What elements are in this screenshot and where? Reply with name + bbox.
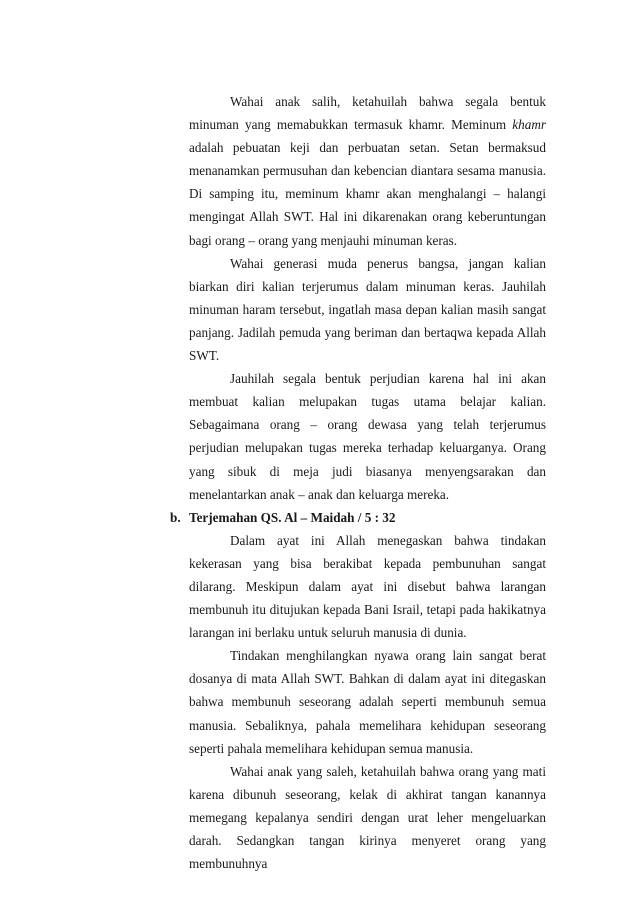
page-body bbox=[170, 90, 546, 875]
paragraph-akhirat: Wahai anak yang saleh, ketahuilah bahwa orang yang mati karena dibunuh seseorang, kelak di akhirat tangan kanannya memegang kepalanya sendiri dengan urat leher mengeluarkan darah. Sedangkan tangan kirinya menyeret orang yang membunuhnya bbox=[189, 763, 546, 872]
paragraph-khamr bbox=[189, 90, 546, 252]
section-heading-b bbox=[170, 506, 546, 529]
khamr-italic-term: khamr bbox=[512, 117, 546, 133]
paragraph-larangan-membunuh: Dalam ayat ini Allah menegaskan bahwa tindakan kekerasan yang bisa berakibat kepada pembunuhan sangat dilarang. Meskipun dalam ayat ini disebut bahwa larangan membunuh itu ditujukan kepada Bani Israil, tetapi pada hakikatnya larangan ini berlaku untuk seluruh manusia di dunia. bbox=[189, 532, 546, 641]
paragraph-khamr-text-end: adalah pebuatan keji dan perbuatan setan. Setan bermaksud menanamkan permusuhan dan kebencian diantara sesama manusia. Di samping itu, meminum khamr akan menghalangi – halangi mengingat Allah SWT. Hal ini dikarenakan orang keberuntungan bagi orang – orang yang menjauhi minuman keras. bbox=[189, 140, 546, 248]
section-marker: b. bbox=[170, 509, 181, 525]
paragraph-perjudian: Jauhilah segala bentuk perjudian karena hal ini akan membuat kalian melupakan tugas utama belajar kalian. Sebagaimana orang – orang dewasa yang telah terjerumus perjudian melupakan tugas mereka terhadap keluarganya. Orang yang sibuk di meja judi biasanya menyengsarakan dan menelantarkan anak – anak dan keluarga mereka. bbox=[189, 371, 546, 502]
paragraph-generasi-muda: Wahai generasi muda penerus bangsa, jangan kalian biarkan diri kalian terjerumus dalam minuman keras. Jauhilah minuman haram tersebut, ingatlah masa depan kalian masih sangat panjang. Jadilah pemuda yang beriman dan bertaqwa kepada Allah SWT. bbox=[189, 255, 546, 364]
paragraph-dosa-membunuh: Tindakan menghilangkan nyawa orang lain sangat berat dosanya di mata Allah SWT. Bahkan di dalam ayat ini ditegaskan bahwa membunuh seseorang adalah seperti membunuh semua manusia. Sebaliknya, pahala memelihara kehidupan seseorang seperti pahala memelihara kehidupan semua manusia. bbox=[189, 648, 546, 756]
paragraph-khamr-text-start: Wahai anak salih, ketahuilah bahwa segala bentuk minuman yang memabukkan termasuk khamr. Meminum bbox=[189, 94, 546, 133]
section-title: Terjemahan QS. Al – Maidah / 5 : 32 bbox=[189, 509, 396, 525]
